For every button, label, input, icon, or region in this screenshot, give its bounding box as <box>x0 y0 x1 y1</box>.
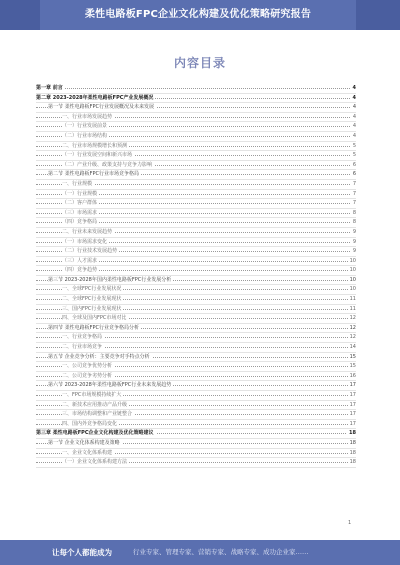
toc-entry-text: 第一节 柔性电路板FPC行业发展概况及未来发展 <box>48 104 154 111</box>
toc-entry-text: 第三节 2023-2028年国内柔性电路板FPC行业发展分析 <box>48 276 172 283</box>
toc-entry[interactable] <box>36 142 356 152</box>
toc-entry[interactable] <box>36 305 356 315</box>
toc-entry-page: 16 <box>349 372 356 379</box>
report-title: 柔性电路板FPC企业文化构建及优化策略研究报告 <box>84 9 312 20</box>
toc-entry-text: 三、国内FPC行业发展现状 <box>62 305 122 312</box>
footer-slogan: 让每个人都能成为 <box>52 548 112 557</box>
toc-entry-page: 6 <box>352 171 356 178</box>
toc-entry[interactable] <box>36 324 356 334</box>
toc-entry[interactable] <box>36 401 356 411</box>
toc-entry-text: 一、FPC市场规模持续扩大 <box>62 392 122 398</box>
toc-entry[interactable] <box>36 391 356 401</box>
toc-entry[interactable] <box>36 238 356 248</box>
toc-entry-page: 17 <box>349 411 356 418</box>
toc-entry[interactable] <box>36 353 356 363</box>
toc-entry-text: （二）客户群体 <box>62 200 98 207</box>
toc-entry-page: 11 <box>349 296 356 303</box>
toc-entry-page: 5 <box>352 142 356 149</box>
toc-heading: 内容目录 <box>173 56 226 70</box>
toc-entry-text: （三）市场需求 <box>62 209 98 216</box>
toc-entry[interactable] <box>36 410 356 420</box>
header-left-band <box>0 0 40 30</box>
toc-entry-page: 6 <box>352 161 356 168</box>
toc-entry-page: 4 <box>352 132 356 139</box>
toc-entry-page: 10 <box>349 286 356 293</box>
toc-entry-text: （一）行业发展前景 <box>62 123 108 130</box>
toc-entry-page: 9 <box>352 238 356 245</box>
toc-entry-text: （二）产业升级、政策支持与竞争力影响 <box>62 161 153 168</box>
page-header <box>0 0 400 30</box>
toc-entry-text: （一）市场需求变化 <box>62 238 108 245</box>
toc-entry[interactable] <box>36 84 356 94</box>
toc-entry[interactable] <box>36 199 356 209</box>
toc-entry-page: 15 <box>349 363 356 370</box>
toc-entry-text: 四、国内外竞争格局变化 <box>62 420 118 427</box>
toc-entry-page: 12 <box>349 315 356 322</box>
toc-entry-text: 第五节 企业竞争分析：主要竞争对手特点分析 <box>48 353 150 360</box>
toc-entry-text: （一）行业规模 <box>62 190 98 197</box>
toc-entry-text: 第二章 2023-2028年柔性电路板FPC产业发展概况 <box>36 94 154 101</box>
toc-entry[interactable] <box>36 343 356 353</box>
toc-entry[interactable] <box>36 429 356 439</box>
toc-entry-page: 18 <box>349 430 356 437</box>
toc-entry-page: 7 <box>352 190 356 197</box>
toc-entry[interactable] <box>36 381 356 391</box>
toc-entry[interactable] <box>36 94 356 104</box>
page-number: 1 <box>348 520 352 526</box>
toc-entry[interactable] <box>36 122 356 132</box>
toc-entry-text: 三、市场结构调整和产业链整合 <box>62 411 133 418</box>
toc-entry[interactable] <box>36 314 356 324</box>
toc-entry-text: （二）行业市场结构 <box>62 132 108 139</box>
toc-entry-text: 二、全球FPC行业发展现状 <box>62 296 122 303</box>
toc-entry-page: 9 <box>352 248 356 255</box>
toc-entry-text: 第一节 企业文化体系构建及策略 <box>48 439 120 446</box>
toc-entry[interactable] <box>36 285 356 295</box>
page-footer <box>0 540 400 565</box>
toc-entry-page: 9 <box>352 228 356 235</box>
toc-entry-text: 二、新技术应用推动产品升级 <box>62 401 128 408</box>
toc-entry-text: （三）人才需求 <box>62 257 98 264</box>
toc-entry[interactable] <box>36 333 356 343</box>
toc-entry-page: 10 <box>349 276 356 283</box>
toc-entry[interactable] <box>36 276 356 286</box>
toc-entry[interactable] <box>36 190 356 200</box>
toc-entry-page: 18 <box>349 459 356 466</box>
toc-entry[interactable] <box>36 372 356 382</box>
toc-entry[interactable] <box>36 439 356 449</box>
toc-entry-text: （一）行业发展空间和新兴市场 <box>62 152 133 159</box>
toc-entry[interactable] <box>36 266 356 276</box>
toc-entry-text: 一、企业文化体系构建 <box>62 449 113 456</box>
toc-entry-page: 12 <box>349 334 356 341</box>
toc-entry-text: 第一章 前言 <box>36 85 63 91</box>
toc-entry-page: 18 <box>349 439 356 446</box>
toc-entry-page: 4 <box>352 113 356 120</box>
toc-entry-page: 12 <box>349 324 356 331</box>
toc-entry-page: 4 <box>352 94 356 101</box>
footer-tagline: 行业专家、管理专家、营销专家、战略专家、成功企业家…… <box>133 548 309 556</box>
toc-entry-text: 二、公司竞争劣势分析 <box>62 372 113 379</box>
toc-entry[interactable] <box>36 362 356 372</box>
toc-entry[interactable] <box>36 151 356 161</box>
toc-entry-text: 一、全球FPC行业发展状况 <box>62 286 122 293</box>
toc-entry-text: 一、行业市场发展趋势 <box>62 113 113 120</box>
toc-entry-text: 第四节 柔性电路板FPC行业竞争格局分析 <box>48 324 139 331</box>
toc-entry[interactable] <box>36 161 356 171</box>
toc-entry-page: 17 <box>349 420 356 427</box>
toc-entry-page: 18 <box>349 449 356 456</box>
toc-entry[interactable] <box>36 458 356 468</box>
toc-entry-page: 4 <box>352 123 356 130</box>
toc-entry-text: （二）行业技术发展趋势 <box>62 248 118 255</box>
toc-entry[interactable] <box>36 247 356 257</box>
toc-entry-text: 二、行业未来发展趋势 <box>62 228 113 235</box>
toc-entry-text: 四、全球及国内FPC市场对比 <box>62 315 127 322</box>
toc-entry-text: （一）企业文化体系构建方法 <box>62 459 128 466</box>
toc-entry-page: 7 <box>352 200 356 207</box>
toc-entry[interactable] <box>36 420 356 430</box>
toc-entry-page: 15 <box>349 353 356 360</box>
toc-entry-text: 一、公司竞争优势分析 <box>62 363 113 370</box>
toc-entry-page: 14 <box>349 344 356 351</box>
toc-entry[interactable] <box>36 295 356 305</box>
table-of-contents <box>36 84 356 468</box>
toc-entry-page: 17 <box>349 392 356 398</box>
toc-entry[interactable] <box>36 228 356 238</box>
toc-entry-page: 4 <box>352 104 356 111</box>
toc-entry[interactable] <box>36 209 356 219</box>
toc-entry-text: 二、行业市场规模增长和预测 <box>62 142 128 149</box>
toc-entry[interactable] <box>36 170 356 180</box>
toc-dot-leader <box>36 88 356 89</box>
toc-entry-text: （四）竞争趋势 <box>62 267 98 274</box>
toc-entry[interactable] <box>36 113 356 123</box>
toc-entry-page: 11 <box>349 305 356 312</box>
toc-entry-text: 第二节 柔性电路板FPC行业市场竞争格局 <box>48 171 139 178</box>
toc-entry-page: 8 <box>352 219 356 226</box>
toc-entry-text: 第三章 柔性电路板FPC企业文化构建及优化策略建议 <box>36 430 154 437</box>
toc-entry[interactable] <box>36 449 356 459</box>
toc-entry-page: 10 <box>349 257 356 264</box>
toc-entry-page: 8 <box>352 209 356 216</box>
toc-entry-page: 7 <box>352 180 356 187</box>
toc-entry-page: 17 <box>349 382 356 389</box>
toc-entry-page: 4 <box>352 85 356 91</box>
toc-entry[interactable] <box>36 103 356 113</box>
toc-entry[interactable] <box>36 132 356 142</box>
toc-entry-text: 第六节 2023-2028年柔性电路板FPC行业未来发展趋势 <box>48 382 172 389</box>
toc-entry-text: （四）竞争格局 <box>62 219 98 226</box>
toc-entry-page: 10 <box>349 267 356 274</box>
toc-entry-text: 一、行业竞争格局 <box>62 334 103 341</box>
toc-entry-text: 一、行业规模 <box>62 180 93 187</box>
toc-entry-page: 5 <box>352 152 356 159</box>
toc-entry[interactable] <box>36 180 356 190</box>
toc-entry[interactable] <box>36 218 356 228</box>
header-right-band <box>356 0 400 30</box>
toc-entry-text: 二、行业市场竞争 <box>62 344 103 351</box>
toc-entry[interactable] <box>36 257 356 267</box>
toc-entry-page: 17 <box>349 401 356 408</box>
